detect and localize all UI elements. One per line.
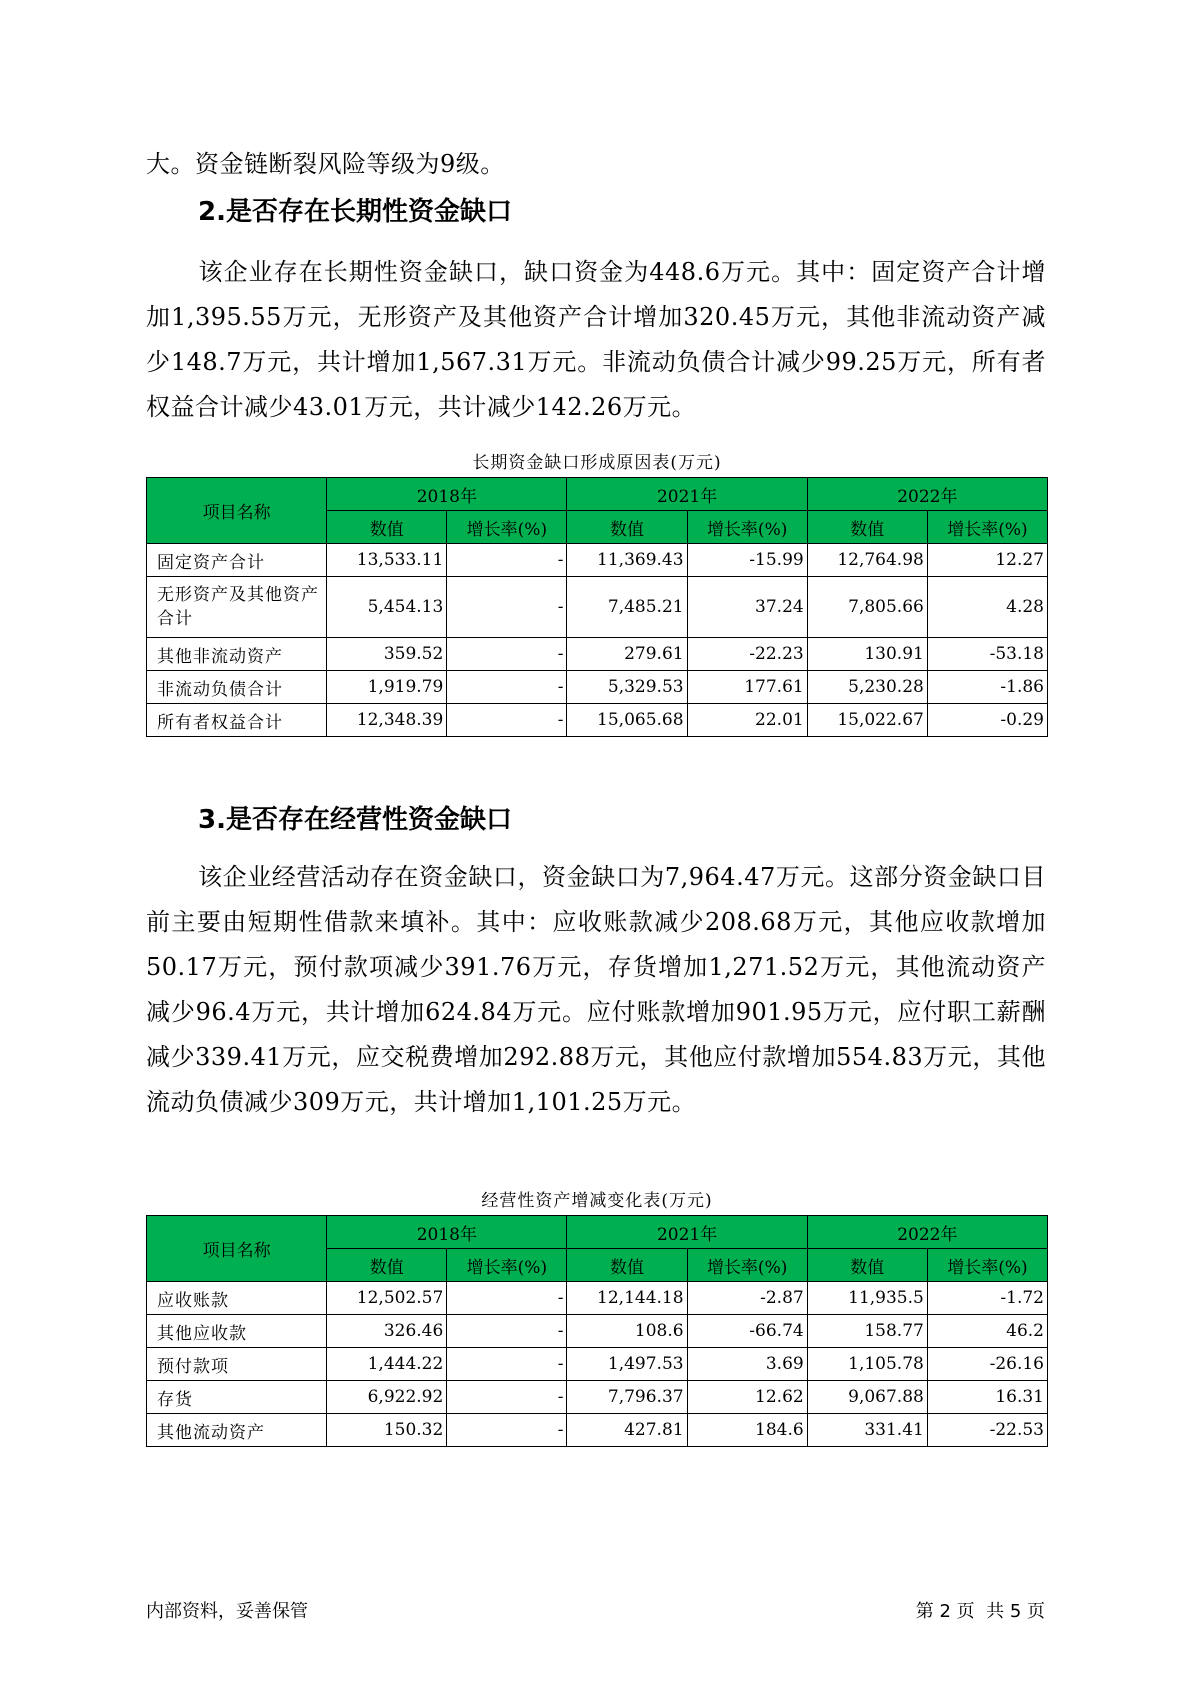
header-value: 数值 bbox=[327, 511, 447, 544]
paragraph-intro-tail: 大。资金链断裂风险等级为9级。 bbox=[146, 150, 505, 178]
header-year-2021: 2021年 bbox=[567, 1216, 807, 1249]
table-row bbox=[147, 704, 1048, 737]
cell-rate-2022: 16.31 bbox=[927, 1381, 1047, 1414]
row-name: 非流动负债合计 bbox=[147, 671, 327, 704]
row-name: 所有者权益合计 bbox=[147, 704, 327, 737]
table-2-caption: 经营性资产增减变化表(万元) bbox=[481, 1191, 713, 1211]
cell-value-2021: 279.61 bbox=[567, 638, 687, 671]
cell-rate-2021: 3.69 bbox=[687, 1348, 807, 1381]
header-rate: 增长率(%) bbox=[927, 511, 1047, 544]
header-year-2022: 2022年 bbox=[807, 478, 1047, 511]
cell-rate-2018: - bbox=[447, 1414, 567, 1447]
table-header-row bbox=[147, 478, 1048, 511]
header-item-name: 项目名称 bbox=[147, 1216, 327, 1282]
cell-value-2018: 5,454.13 bbox=[327, 577, 447, 638]
header-rate: 增长率(%) bbox=[447, 511, 567, 544]
header-value: 数值 bbox=[327, 1249, 447, 1282]
header-item-name: 项目名称 bbox=[147, 478, 327, 544]
cell-rate-2018: - bbox=[447, 1315, 567, 1348]
section-2-heading: 2.是否存在长期性资金缺口 bbox=[198, 197, 512, 227]
row-name: 固定资产合计 bbox=[147, 544, 327, 577]
row-name: 存货 bbox=[147, 1381, 327, 1414]
header-value: 数值 bbox=[807, 1249, 927, 1282]
row-name: 其他应收款 bbox=[147, 1315, 327, 1348]
cell-value-2021: 1,497.53 bbox=[567, 1348, 687, 1381]
cell-rate-2021: 22.01 bbox=[687, 704, 807, 737]
operating-assets-table bbox=[146, 1215, 1048, 1447]
cell-value-2018: 1,919.79 bbox=[327, 671, 447, 704]
table-row bbox=[147, 577, 1048, 638]
cell-value-2022: 1,105.78 bbox=[807, 1348, 927, 1381]
row-name: 其他非流动资产 bbox=[147, 638, 327, 671]
cell-rate-2021: 184.6 bbox=[687, 1414, 807, 1447]
cell-rate-2018: - bbox=[447, 671, 567, 704]
cell-value-2021: 12,144.18 bbox=[567, 1282, 687, 1315]
table-row bbox=[147, 1348, 1048, 1381]
table-row bbox=[147, 1381, 1048, 1414]
cell-rate-2018: - bbox=[447, 1381, 567, 1414]
cell-rate-2022: -1.86 bbox=[927, 671, 1047, 704]
cell-rate-2018: - bbox=[447, 638, 567, 671]
header-year-2018: 2018年 bbox=[327, 1216, 567, 1249]
cell-rate-2021: -2.87 bbox=[687, 1282, 807, 1315]
cell-rate-2022: -0.29 bbox=[927, 704, 1047, 737]
cell-rate-2022: 12.27 bbox=[927, 544, 1047, 577]
header-value: 数值 bbox=[567, 1249, 687, 1282]
cell-value-2021: 7,796.37 bbox=[567, 1381, 687, 1414]
table-row bbox=[147, 671, 1048, 704]
row-name: 其他流动资产 bbox=[147, 1414, 327, 1447]
cell-value-2021: 108.6 bbox=[567, 1315, 687, 1348]
row-name: 预付款项 bbox=[147, 1348, 327, 1381]
cell-value-2022: 7,805.66 bbox=[807, 577, 927, 638]
cell-rate-2018: - bbox=[447, 1348, 567, 1381]
section-2-text: 该企业存在长期性资金缺口，缺口资金为448.6万元。其中：固定资产合计增加1,395.55万元，无形资产及其他资产合计增加320.45万元，其他非流动资产减少148.7万元，共计增加1,567.31万元。非流动负债合计减少99.25万元，所有者权益合计减少43.01万元，共计减少142.26万元。 bbox=[146, 258, 1046, 421]
cell-rate-2018: - bbox=[447, 544, 567, 577]
cell-value-2018: 326.46 bbox=[327, 1315, 447, 1348]
row-name: 无形资产及其他资产合计 bbox=[147, 577, 327, 638]
footer-confidential-note: 内部资料，妥善保管 bbox=[146, 1601, 308, 1622]
cell-value-2021: 427.81 bbox=[567, 1414, 687, 1447]
long-term-gap-table bbox=[146, 477, 1048, 737]
row-name: 应收账款 bbox=[147, 1282, 327, 1315]
table-row bbox=[147, 1414, 1048, 1447]
cell-value-2022: 331.41 bbox=[807, 1414, 927, 1447]
cell-rate-2021: 12.62 bbox=[687, 1381, 807, 1414]
cell-rate-2021: -22.23 bbox=[687, 638, 807, 671]
table-row bbox=[147, 544, 1048, 577]
section-3-text: 该企业经营活动存在资金缺口，资金缺口为7,964.47万元。这部分资金缺口目前主要由短期性借款来填补。其中：应收账款减少208.68万元，其他应收款增加50.17万元，预付款项减少391.76万元，存货增加1,271.52万元，其他流动资产减少96.4万元，共计增加624.84万元。应付账款增加901.95万元，应付职工薪酬减少339.41万元，应交税费增加292.88万元，其他应付款增加554.83万元，其他流动负债减少309万元，共计增加1,101.25万元。 bbox=[146, 863, 1046, 1116]
cell-value-2022: 15,022.67 bbox=[807, 704, 927, 737]
cell-value-2018: 12,348.39 bbox=[327, 704, 447, 737]
header-rate: 增长率(%) bbox=[687, 511, 807, 544]
cell-value-2018: 359.52 bbox=[327, 638, 447, 671]
table-1-caption: 长期资金缺口形成原因表(万元) bbox=[472, 453, 722, 473]
cell-rate-2021: 177.61 bbox=[687, 671, 807, 704]
header-value: 数值 bbox=[807, 511, 927, 544]
section-3-heading: 3.是否存在经营性资金缺口 bbox=[198, 805, 512, 835]
cell-value-2022: 11,935.5 bbox=[807, 1282, 927, 1315]
cell-rate-2018: - bbox=[447, 704, 567, 737]
table-row bbox=[147, 1282, 1048, 1315]
cell-value-2021: 7,485.21 bbox=[567, 577, 687, 638]
cell-value-2021: 11,369.43 bbox=[567, 544, 687, 577]
cell-rate-2018: - bbox=[447, 1282, 567, 1315]
table-row bbox=[147, 1315, 1048, 1348]
cell-value-2022: 130.91 bbox=[807, 638, 927, 671]
cell-rate-2022: -26.16 bbox=[927, 1348, 1047, 1381]
cell-rate-2022: -22.53 bbox=[927, 1414, 1047, 1447]
table-row bbox=[147, 638, 1048, 671]
cell-value-2018: 6,922.92 bbox=[327, 1381, 447, 1414]
cell-rate-2022: -1.72 bbox=[927, 1282, 1047, 1315]
cell-value-2022: 12,764.98 bbox=[807, 544, 927, 577]
header-rate: 增长率(%) bbox=[447, 1249, 567, 1282]
cell-value-2018: 150.32 bbox=[327, 1414, 447, 1447]
cell-rate-2021: 37.24 bbox=[687, 577, 807, 638]
cell-value-2021: 5,329.53 bbox=[567, 671, 687, 704]
cell-rate-2021: -66.74 bbox=[687, 1315, 807, 1348]
cell-rate-2018: - bbox=[447, 577, 567, 638]
cell-rate-2021: -15.99 bbox=[687, 544, 807, 577]
cell-value-2022: 9,067.88 bbox=[807, 1381, 927, 1414]
cell-value-2022: 158.77 bbox=[807, 1315, 927, 1348]
footer-page-number: 第 2 页 共 5 页 bbox=[915, 1601, 1045, 1622]
cell-rate-2022: 46.2 bbox=[927, 1315, 1047, 1348]
table-header-row bbox=[147, 1216, 1048, 1249]
cell-value-2018: 12,502.57 bbox=[327, 1282, 447, 1315]
cell-value-2021: 15,065.68 bbox=[567, 704, 687, 737]
header-rate: 增长率(%) bbox=[687, 1249, 807, 1282]
section-3-paragraph bbox=[146, 855, 1046, 1125]
section-2-paragraph bbox=[146, 250, 1046, 430]
cell-value-2018: 13,533.11 bbox=[327, 544, 447, 577]
cell-value-2018: 1,444.22 bbox=[327, 1348, 447, 1381]
header-rate: 增长率(%) bbox=[927, 1249, 1047, 1282]
cell-rate-2022: -53.18 bbox=[927, 638, 1047, 671]
header-year-2022: 2022年 bbox=[807, 1216, 1047, 1249]
header-year-2021: 2021年 bbox=[567, 478, 807, 511]
header-value: 数值 bbox=[567, 511, 687, 544]
cell-value-2022: 5,230.28 bbox=[807, 671, 927, 704]
header-year-2018: 2018年 bbox=[327, 478, 567, 511]
cell-rate-2022: 4.28 bbox=[927, 577, 1047, 638]
